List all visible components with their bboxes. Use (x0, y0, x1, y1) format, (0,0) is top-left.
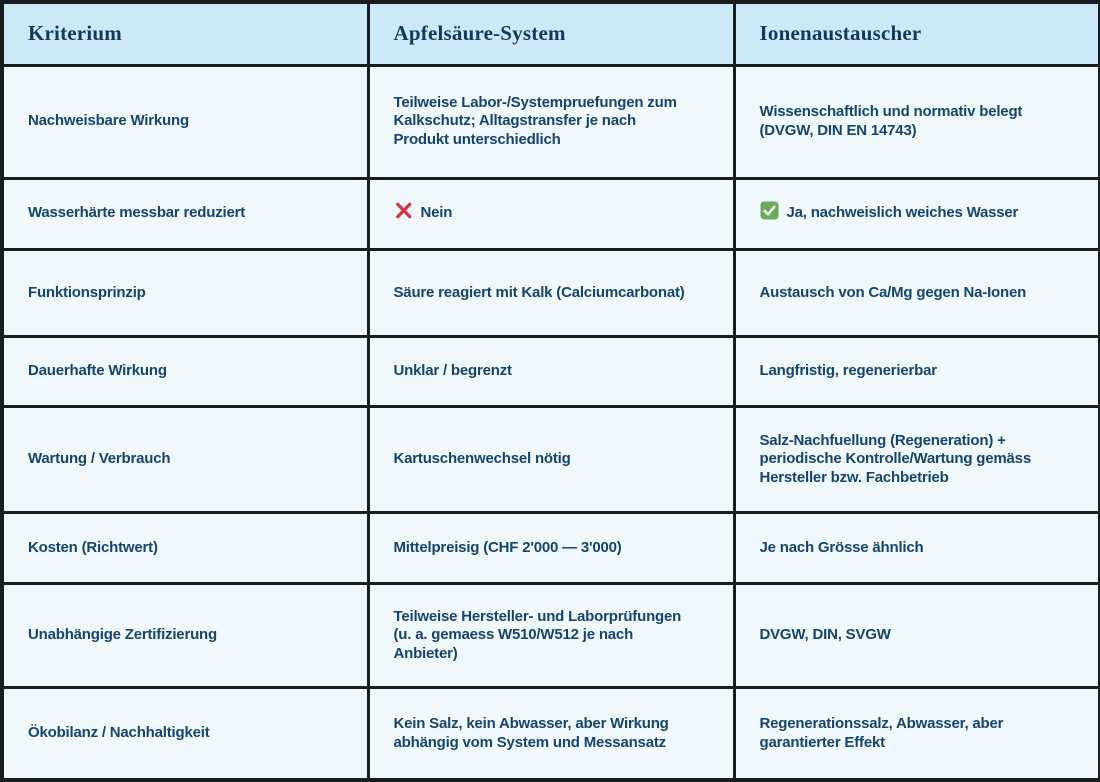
ionenaustauscher-cell (734, 336, 1100, 406)
table-row-wartung-verbrauch (2, 406, 1100, 513)
apfelsaeure-cell (368, 336, 734, 406)
column-header-ionenaustauscher: Ionenaustauscher (734, 2, 1100, 65)
criterion-cell (2, 583, 368, 688)
column-header-apfelsaeure-system: Apfelsäure-System (368, 2, 734, 65)
cell-text: Kein Salz, kein Abwasser, aber Wirkung abhängig vom System und Messansatz (393, 715, 669, 751)
criterion-label: Ökobilanz / Nachhaltigkeit (28, 724, 210, 742)
cross-icon (394, 201, 413, 225)
apfelsaeure-cell (368, 406, 734, 513)
criterion-cell (2, 249, 368, 336)
table-row-nachweisbare-wirkung (2, 65, 1100, 178)
criterion-label: Dauerhafte Wirkung (28, 362, 167, 379)
cell-text: Mittelpreisig (CHF 2'000 — 3'000) (393, 538, 622, 556)
ionenaustauscher-cell (734, 65, 1100, 178)
criterion-cell (2, 178, 368, 249)
ionenaustauscher-cell (734, 513, 1100, 583)
cell-text: Säure reagiert mit Kalk (Calciumcarbonat) (393, 283, 685, 301)
ionenaustauscher-cell (734, 178, 1100, 249)
cell-text: Salz-Nachfuellung (Regeneration) + periodische Kontrolle/Wartung gemäss Hersteller bzw. Fachbetrieb (759, 432, 1031, 486)
cell-text: Langfristig, regenerierbar (759, 362, 937, 379)
ionenaustauscher-cell (734, 406, 1100, 513)
criterion-cell (2, 406, 368, 513)
criterion-cell (2, 65, 368, 178)
header-row (2, 2, 1100, 65)
apfelsaeure-cell (368, 688, 734, 780)
table-row-funktionsprinzip (2, 249, 1100, 336)
apfelsaeure-cell (368, 249, 734, 336)
apfelsaeure-cell (368, 178, 734, 249)
criterion-label: Unabhängige Zertifizierung (28, 626, 217, 644)
criterion-label: Funktionsprinzip (28, 283, 146, 301)
criterion-label: Wasserhärte messbar reduziert (28, 204, 246, 222)
cell-text: Je nach Grösse ähnlich (759, 538, 924, 556)
criterion-cell (2, 336, 368, 406)
table-row-wasserhaerte (2, 178, 1100, 249)
criterion-label: Kosten (Richtwert) (28, 538, 158, 556)
ionenaustauscher-cell (734, 688, 1100, 780)
ionenaustauscher-cell (734, 583, 1100, 688)
criterion-label: Wartung / Verbrauch (28, 450, 171, 468)
table-row-oekobilanz (2, 688, 1100, 780)
criterion-cell (2, 513, 368, 583)
cell-text: DVGW, DIN, SVGW (759, 626, 891, 644)
cell-text: Ja, nachweislich weiches Wasser (786, 204, 1019, 222)
cell-text: Austausch von Ca/Mg gegen Na-Ionen (759, 283, 1027, 301)
apfelsaeure-cell (368, 583, 734, 688)
apfelsaeure-cell (368, 513, 734, 583)
cell-text: Teilweise Hersteller- und Laborprüfungen (u. a. gemaess W510/W512 je nach Anbieter) (393, 608, 682, 662)
table-row-kosten (2, 513, 1100, 583)
cell-text: Kartuschenwechsel nötig (393, 450, 571, 468)
table-row-dauerhafte-wirkung (2, 336, 1100, 406)
table-row-zertifizierung (2, 583, 1100, 688)
cell-text: Unklar / begrenzt (393, 362, 512, 379)
ionenaustauscher-cell (734, 249, 1100, 336)
cell-text: Teilweise Labor-/Systempruefungen zum Kalkschutz; Alltagstransfer je nach Produkt unterschiedlich (393, 94, 677, 148)
check-icon (760, 201, 779, 225)
criterion-label: Nachweisbare Wirkung (28, 112, 189, 130)
criterion-cell (2, 688, 368, 780)
column-header-kriterium: Kriterium (2, 2, 368, 65)
cell-text: Nein (420, 204, 453, 222)
apfelsaeure-cell (368, 65, 734, 178)
cell-text: Regenerationssalz, Abwasser, aber garantierter Effekt (759, 715, 1004, 751)
cell-text: Wissenschaftlich und normativ belegt (DVGW, DIN EN 14743) (759, 103, 1023, 139)
